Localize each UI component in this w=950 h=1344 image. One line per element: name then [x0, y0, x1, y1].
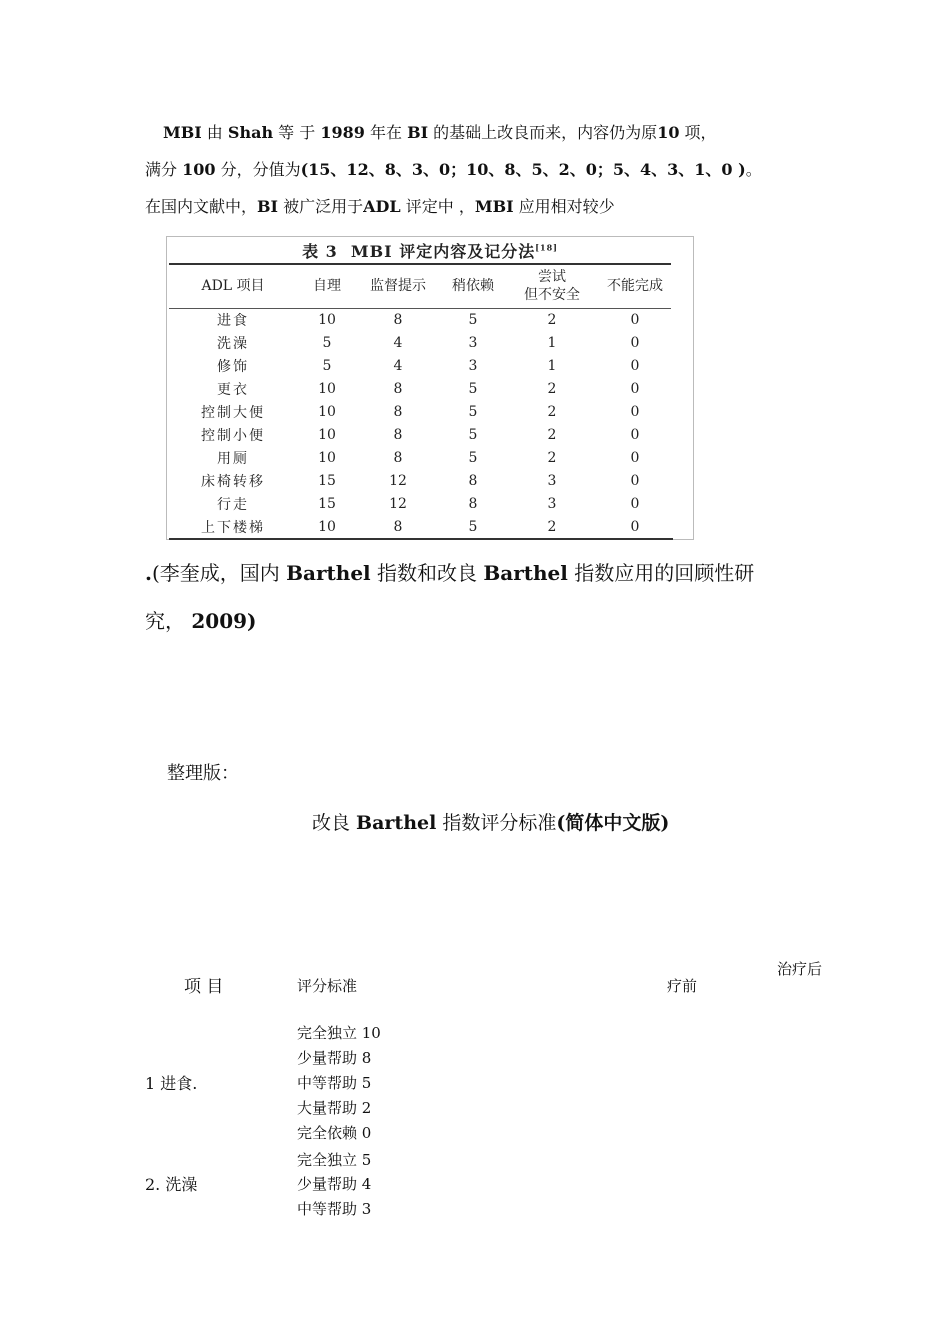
score-cell: 3: [547, 495, 557, 512]
adl-item-cell: 洗澡: [217, 335, 249, 352]
header-unable: 不能完成: [607, 278, 663, 294]
score-cell: 10: [318, 426, 336, 443]
intro-line-1: MBI 由 Shah 等 于 1989 年在 BI 的基础上改良而来，内容仍为原10 项，: [163, 123, 717, 142]
score-cell: 10: [318, 449, 336, 466]
score-cell: 15: [318, 472, 336, 489]
criteria-level: 大量帮助 2: [297, 1099, 372, 1117]
score-cell: 15: [318, 495, 336, 512]
score-cell: 0: [630, 426, 640, 443]
mbi-table: [169, 264, 673, 540]
score-cell: 2: [547, 403, 557, 420]
citation-line-1: .(李奎成，国内 Barthel 指数和改良 Barthel 指数应用的回顾性研: [145, 561, 755, 585]
score-cell: 1: [547, 334, 557, 351]
adl-item-cell: 控制大便: [201, 404, 265, 421]
item-name: 1 进食.: [145, 1074, 198, 1093]
score-cell: 2: [547, 311, 557, 328]
score-cell: 10: [318, 380, 336, 397]
score-cell: 0: [630, 472, 640, 489]
criteria-level: 完全依赖 0: [297, 1124, 372, 1142]
adl-item-cell: 进食: [217, 312, 249, 329]
adl-item-cell: 上下楼梯: [169, 515, 297, 539]
score-cell: 10: [297, 515, 357, 539]
mbi-table-row: [169, 331, 673, 354]
item-name: 2. 洗澡: [145, 1175, 198, 1194]
col-item-header: 项 目: [184, 977, 224, 997]
header-supervision: 监督提示: [370, 278, 426, 294]
mbi-table-row: [169, 354, 673, 377]
score-cell: 2: [547, 449, 557, 466]
criteria-level: 中等帮助 5: [297, 1074, 372, 1092]
intro-line-2: 满分 100 分，分值为(15、12、8、3、0；10、8、5、2、0；5、4、3、1、0 )。: [145, 160, 762, 179]
score-cell: 12: [389, 472, 407, 489]
score-cell: 0: [597, 515, 673, 539]
intro-line-3: 在国内文献中，BI 被广泛用于ADL 评定中 ，MBI 应用相对较少: [145, 197, 615, 216]
mbi-table-header: [169, 264, 673, 308]
criteria-level: 完全独立 10: [297, 1024, 381, 1042]
page-title: 改良 Barthel 指数评分标准(简体中文版): [312, 812, 670, 834]
score-cell: 8: [393, 380, 403, 397]
score-cell: 2: [547, 380, 557, 397]
adl-item-cell: 用厕: [217, 450, 249, 467]
score-cell: 3: [468, 357, 478, 374]
score-cell: 0: [630, 449, 640, 466]
score-cell: 5: [468, 403, 478, 420]
score-cell: 5: [468, 311, 478, 328]
score-cell: 8: [393, 426, 403, 443]
score-cell: 5: [468, 426, 478, 443]
mbi-table-row: [169, 446, 673, 469]
score-cell: 10: [318, 403, 336, 420]
mbi-table-row: [169, 492, 673, 515]
score-cell: 2: [547, 426, 557, 443]
score-cell: 0: [630, 495, 640, 512]
criteria-level: 中等帮助 3: [297, 1200, 372, 1218]
header-self-care: 自理: [313, 278, 341, 294]
adl-item-cell: 行走: [217, 496, 249, 513]
score-cell: 12: [389, 495, 407, 512]
mbi-table-row: [169, 400, 673, 423]
score-cell: 0: [630, 334, 640, 351]
score-cell: 8: [393, 403, 403, 420]
criteria-level: 少量帮助 8: [297, 1049, 372, 1067]
mbi-table-row: [169, 423, 673, 446]
adl-item-cell: 更衣: [217, 381, 249, 398]
criteria-level: 少量帮助 4: [297, 1175, 372, 1193]
col-before-header: 疗前: [667, 977, 698, 995]
adl-item-cell: 床椅转移: [201, 473, 265, 490]
score-cell: 5: [439, 515, 507, 539]
score-cell: 8: [468, 495, 478, 512]
score-cell: 4: [393, 334, 403, 351]
score-cell: 3: [468, 334, 478, 351]
score-cell: 4: [393, 357, 403, 374]
score-cell: 5: [468, 449, 478, 466]
adl-item-cell: 修饰: [217, 358, 249, 375]
mbi-table-row: [169, 515, 673, 539]
mbi-figure: [166, 236, 694, 540]
score-cell: 8: [393, 311, 403, 328]
score-cell: 0: [630, 403, 640, 420]
score-cell: 5: [322, 334, 332, 351]
citation-line-2: 究， 2009): [145, 609, 257, 633]
score-cell: 5: [468, 380, 478, 397]
score-cell: 3: [547, 472, 557, 489]
col-criteria-header: 评分标准: [297, 977, 358, 995]
score-cell: 2: [507, 515, 597, 539]
adl-item-cell: 控制小便: [201, 427, 265, 444]
mbi-table-row: [169, 308, 673, 331]
score-cell: 1: [547, 357, 557, 374]
mbi-table-row: [169, 377, 673, 400]
score-cell: 5: [322, 357, 332, 374]
col-after-header: 治疗后: [777, 960, 823, 978]
score-cell: 10: [318, 311, 336, 328]
score-cell: 8: [393, 449, 403, 466]
figure-caption: 表 3 MBI 评定内容及记分法[18]: [302, 242, 558, 261]
mbi-table-row: [169, 469, 673, 492]
score-cell: 0: [630, 380, 640, 397]
header-attempt-unsafe: 尝试 但不安全: [524, 269, 580, 303]
score-cell: 0: [630, 357, 640, 374]
score-cell: 0: [630, 311, 640, 328]
score-cell: 8: [468, 472, 478, 489]
score-cell: 8: [357, 515, 439, 539]
header-adl-item: ADL 项目: [201, 278, 265, 294]
header-slight-dependence: 稍依赖: [452, 278, 494, 294]
organized-label: 整理版：: [167, 763, 239, 784]
criteria-level: 完全独立 5: [297, 1151, 372, 1169]
